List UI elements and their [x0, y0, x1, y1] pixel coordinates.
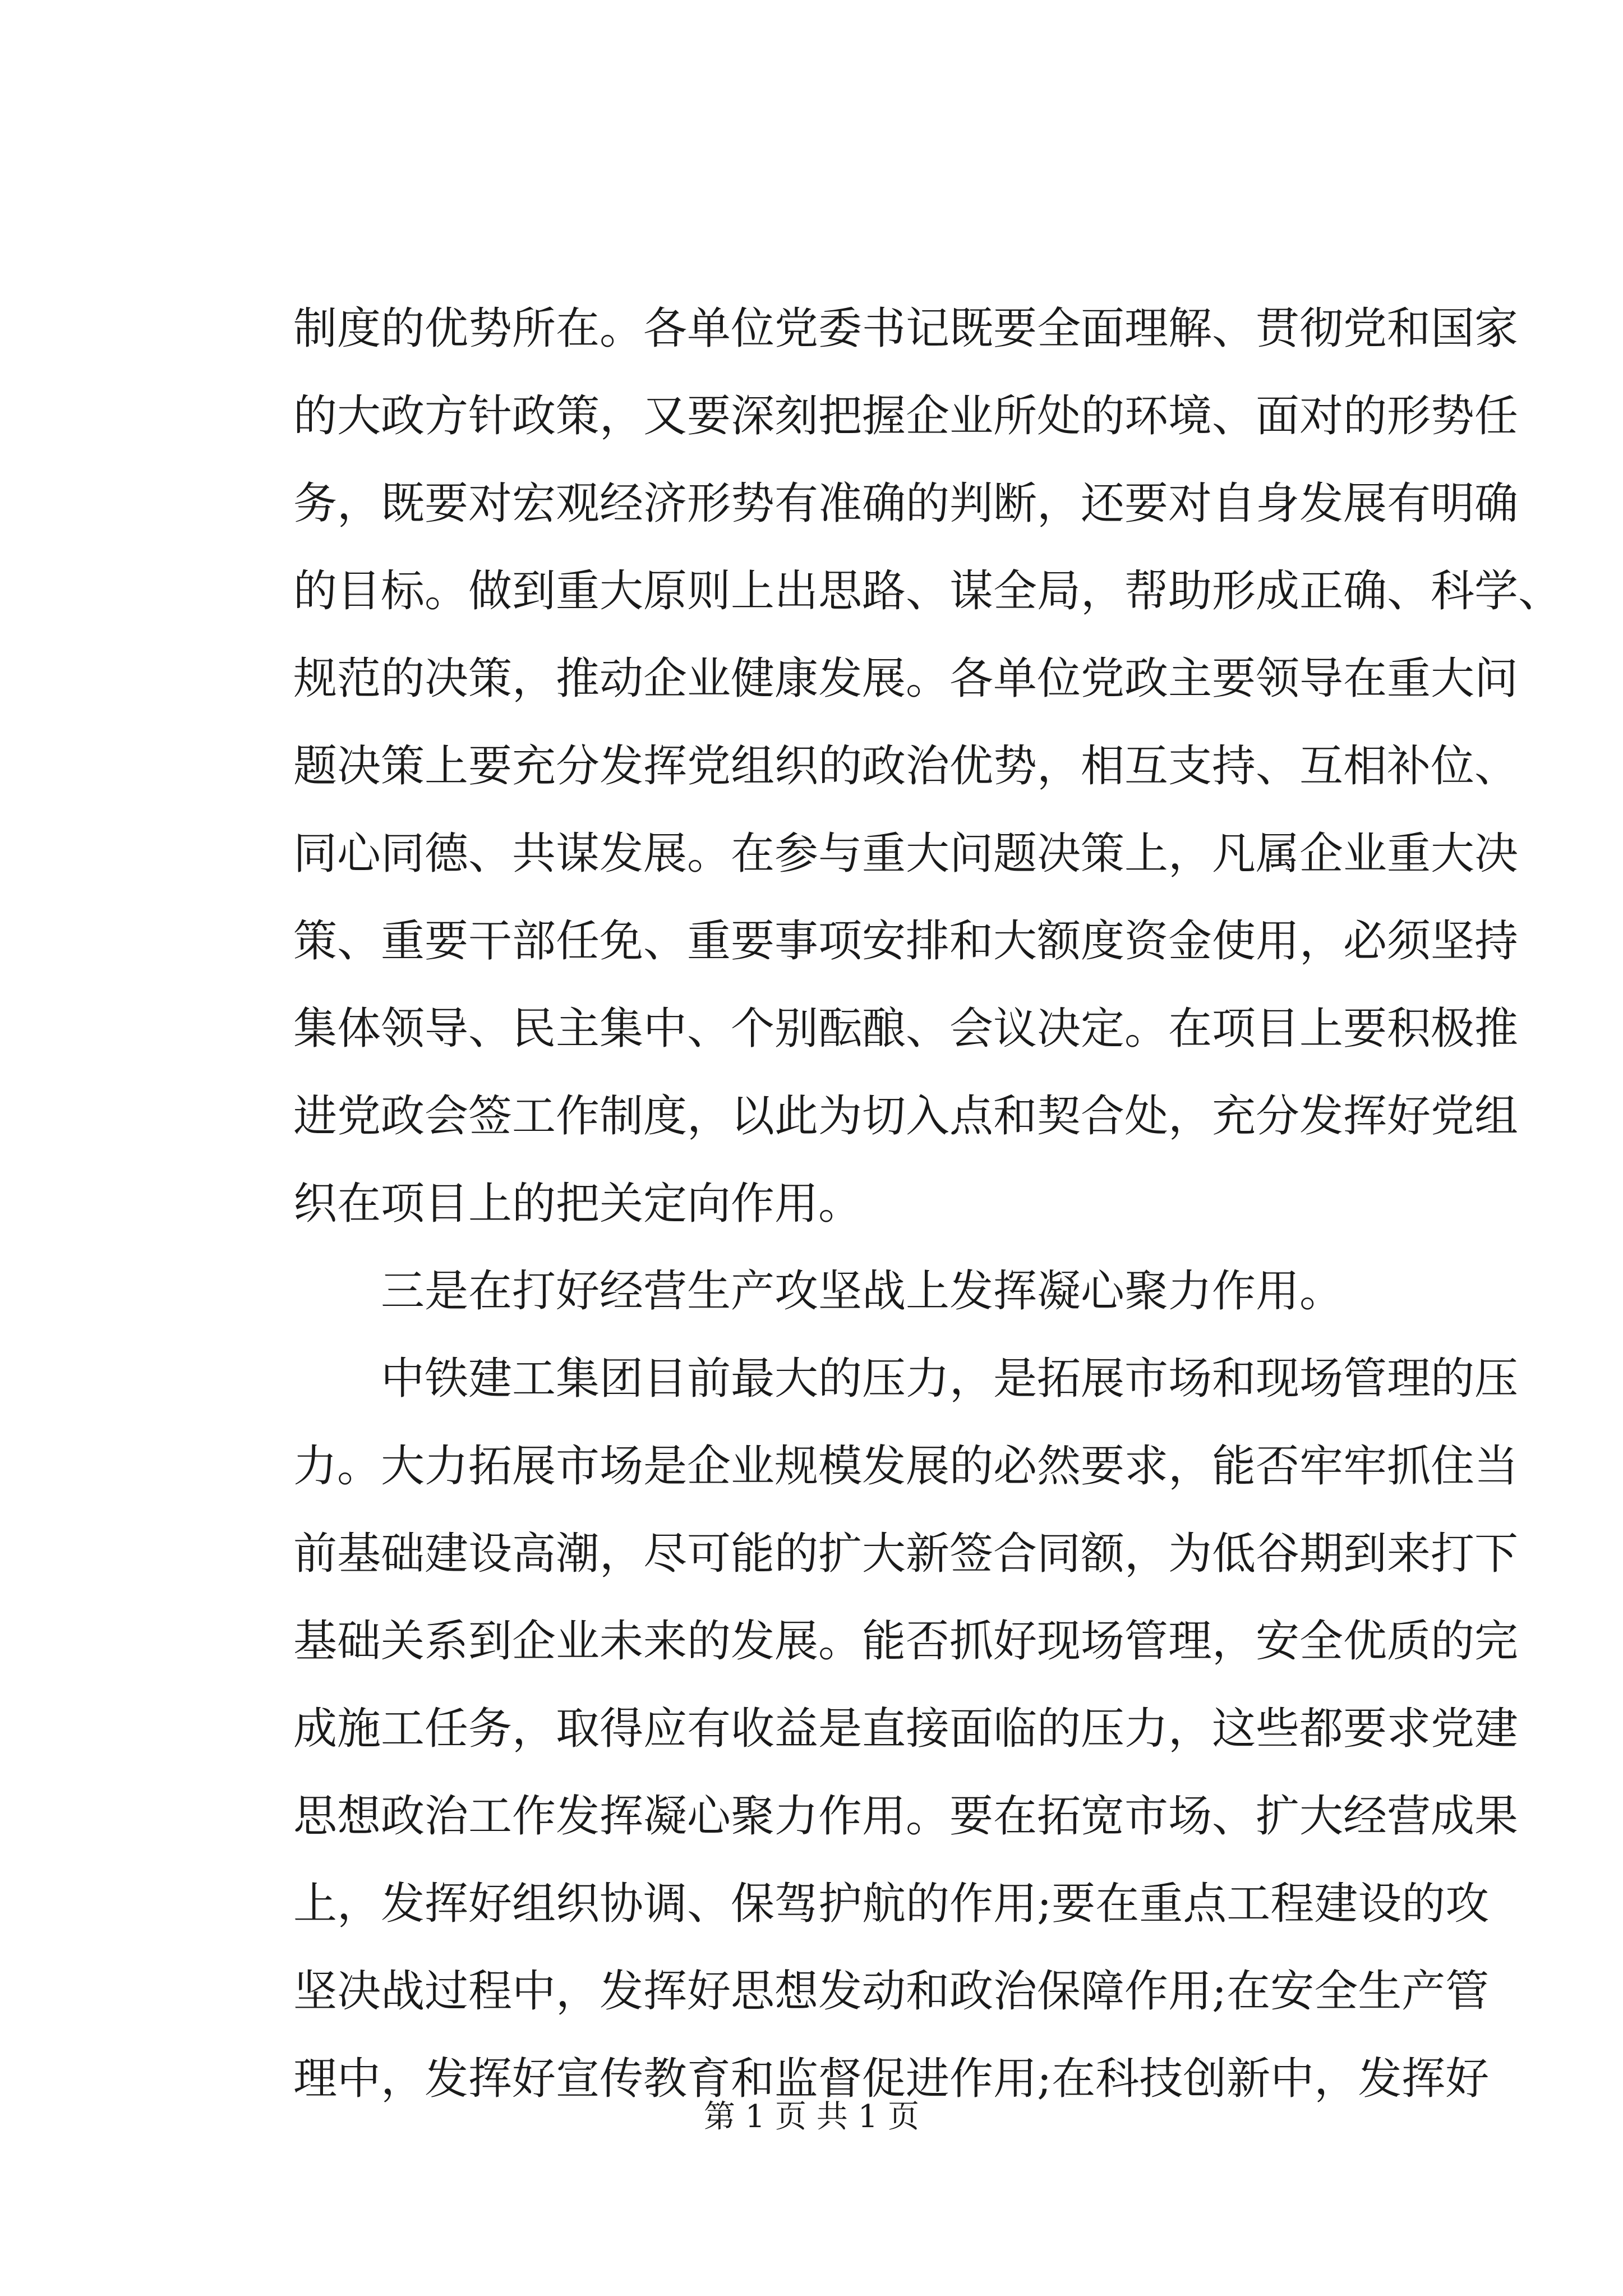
- text-line: 进党政会签工作制度，以此为切入点和契合处，充分发挥好党组: [293, 1091, 1519, 1142]
- text-line: 思想政治工作发挥凝心聚力作用。要在拓宽市场、扩大经营成果: [293, 1791, 1519, 1842]
- text-line: 织在项目上的把关定向作用。: [293, 1179, 863, 1229]
- document-body: [293, 285, 1562, 2123]
- section-heading: [293, 1248, 1409, 1335]
- text-line: 集体领导、民主集中、个别酝酿、会议决定。在项目上要积极推: [293, 1004, 1519, 1054]
- paragraph: [293, 285, 1562, 1248]
- text-line: 前基础建设高潮，尽可能的扩大新签合同额，为低谷期到来打下: [293, 1529, 1519, 1579]
- text-line: 制度的优势所在。各单位党委书记既要全面理解、贯彻党和国家: [293, 303, 1519, 354]
- text-line: 策、重要干部任免、重要事项安排和大额度资金使用，必须坚持: [293, 916, 1519, 967]
- text-line: 成施工任务，取得应有收益是直接面临的压力，这些都要求党建: [293, 1704, 1519, 1754]
- text-line: 基础关系到企业未来的发展。能否抓好现场管理，安全优质的完: [293, 1616, 1519, 1667]
- text-line: 规范的决策，推动企业健康发展。各单位党政主要领导在重大问: [293, 654, 1519, 704]
- text-line: 坚决战过程中，发挥好思想发动和政治保障作用;在安全生产管: [293, 1966, 1490, 2017]
- text-line: 理中，发挥好宣传教育和监督促进作用;在科技创新中，发挥好: [293, 2054, 1490, 2104]
- text-line: 三是在打好经营生产攻坚战上发挥凝心聚力作用。: [381, 1266, 1344, 1317]
- text-line: 力。大力拓展市场是企业规模发展的必然要求，能否牢牢抓住当: [293, 1441, 1519, 1492]
- text-line: 的目标。做到重大原则上出思路、谋全局，帮助形成正确、科学、: [293, 566, 1562, 616]
- text-line: 上，发挥好组织协调、保驾护航的作用;要在重点工程建设的攻: [293, 1879, 1490, 1929]
- page-number-footer: 第 1 页 共 1 页: [703, 2099, 920, 2135]
- text-line: 同心同德、共谋发展。在参与重大问题决策上，凡属企业重大决: [293, 829, 1519, 879]
- text-line: 的大政方针政策，又要深刻把握企业所处的环境、面对的形势任: [293, 391, 1519, 441]
- text-line: 中铁建工集团目前最大的压力，是拓展市场和现场管理的压: [381, 1354, 1519, 1404]
- text-line: 题决策上要充分发挥党组织的政治优势，相互支持、互相补位、: [293, 741, 1519, 792]
- paragraph: [293, 1335, 1519, 2123]
- text-line: 务，既要对宏观经济形势有准确的判断，还要对自身发展有明确: [293, 478, 1519, 529]
